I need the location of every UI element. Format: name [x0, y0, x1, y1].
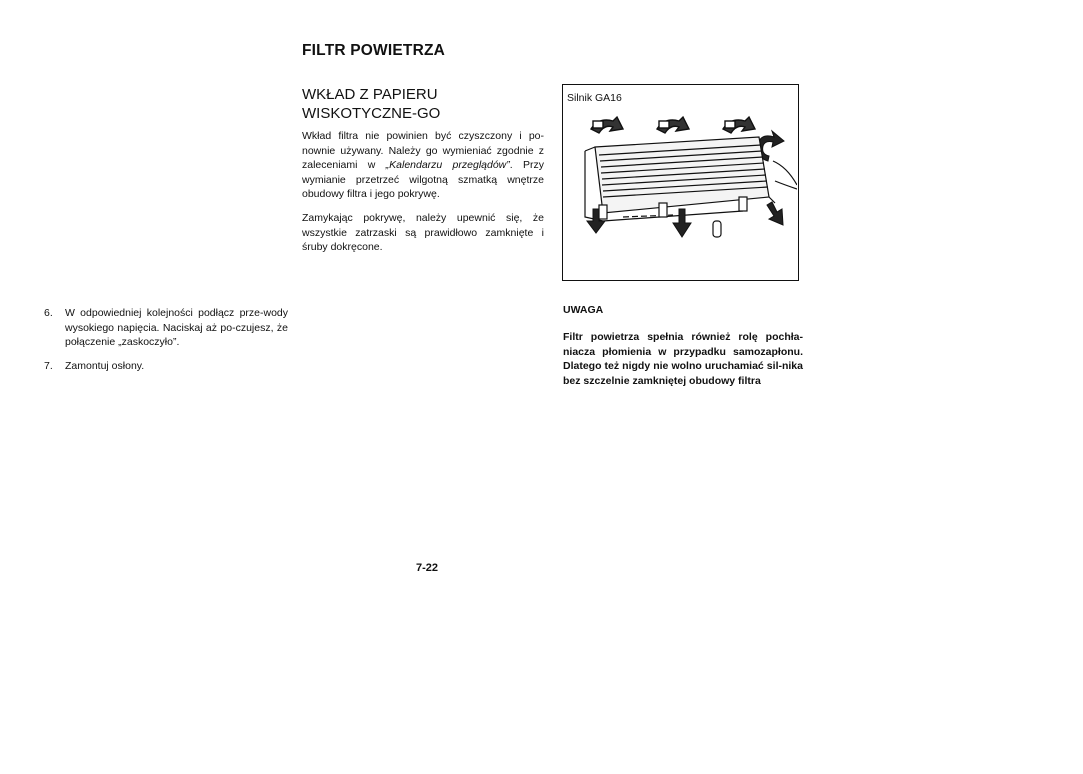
- paragraph-italic-reference: „Kalendarzu przeglądów”: [385, 159, 510, 172]
- note-body: Filtr powietrza spełnia również rolę pochła-niacza płomienia w przypadku samozapłonu. Dlatego też nigdy nie wolno uruchamiać sil-nika bez szczelnie zamkniętej obudowy filtra: [563, 331, 803, 387]
- paragraph-text: . Przy wymianie przetrzeć wilgotną szmatką wnętrze obudowy filtra i jego pokrywę.: [302, 159, 544, 201]
- page-number: 7-22: [416, 562, 439, 574]
- step-number: 7.: [44, 359, 53, 372]
- step-text: Zamontuj osłony.: [65, 359, 145, 372]
- section-title: WKŁAD Z PAPIERU WISKOTYCZNE-GO: [302, 86, 441, 122]
- paragraph-cover-closing: Zamykając pokrywę, należy upewnić się, że wszystkie zatrzaski są prawidłowo zamknięte i śruby dokręcone.: [302, 212, 544, 254]
- steps-list: [44, 306, 288, 382]
- page-title: FILTR POWIETRZA: [302, 42, 446, 59]
- top-arrows: [591, 117, 755, 133]
- figure-caption: Silnik GA16: [567, 92, 622, 104]
- step-text: W odpowiedniej kolejności podłącz prze-wody wysokiego napięcia. Naciskaj aż po-czujesz, że połączenie „zaskoczyło”.: [65, 307, 288, 349]
- list-item: [44, 359, 288, 374]
- list-item: [44, 306, 288, 350]
- figure-box: [562, 84, 799, 281]
- note-heading: UWAGA: [563, 304, 604, 316]
- paragraph-filter-replacement: [302, 129, 544, 202]
- paragraph-text: Wkład filtra nie powinien być czyszczony i po-nownie używany. Należy go wymieniać zgodnie z zaleceniami w: [302, 130, 544, 172]
- filter-body: [585, 137, 797, 237]
- air-filter-illustration-icon: [563, 85, 797, 279]
- step-number: 6.: [44, 307, 53, 319]
